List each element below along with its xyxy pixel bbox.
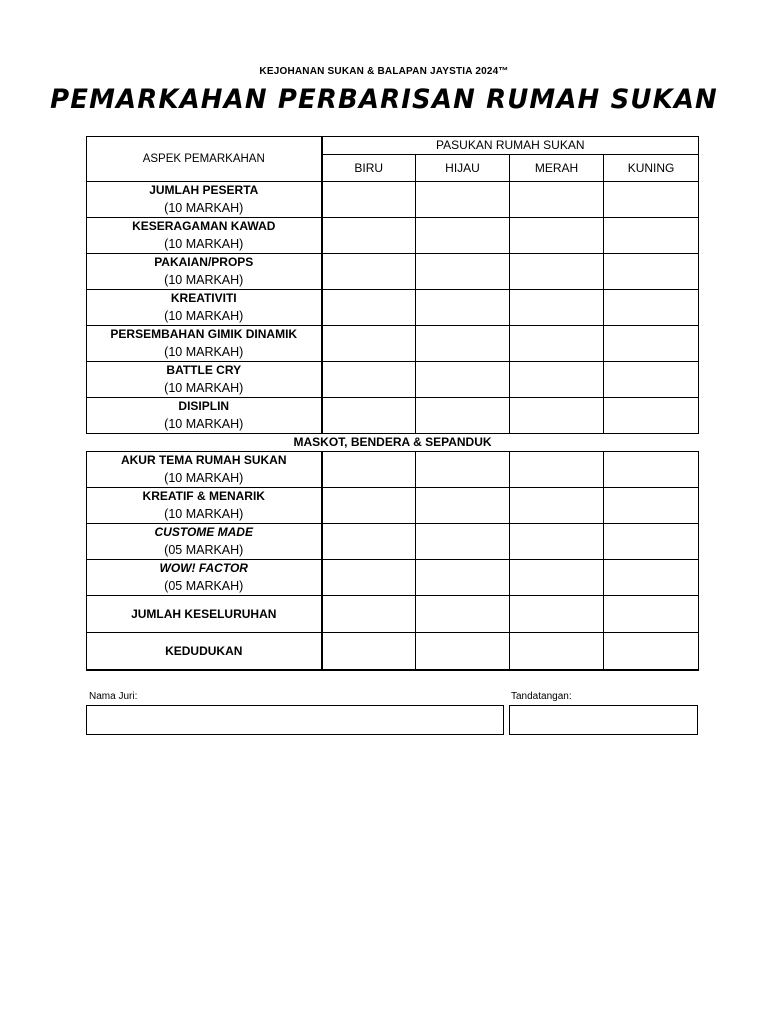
criterion-name: KREATIVITI	[170, 291, 237, 305]
score-cell[interactable]	[322, 182, 416, 218]
judge-name-box	[86, 705, 504, 735]
house-header-biru: BIRU	[322, 155, 416, 182]
aspect-header: ASPEK PEMARKAHAN	[87, 137, 322, 182]
criterion-name: PERSEMBAHAN GIMIK DINAMIK	[110, 327, 298, 341]
score-cell[interactable]	[322, 398, 416, 434]
criterion-name: KREATIF & MENARIK	[142, 489, 265, 503]
score-cell[interactable]	[322, 254, 416, 290]
table-row	[87, 560, 699, 596]
criterion-marks: (10 MARKAH)	[164, 273, 244, 287]
score-cell[interactable]	[510, 182, 604, 218]
score-cell[interactable]	[322, 290, 416, 326]
score-cell[interactable]	[322, 488, 416, 524]
score-cell[interactable]	[510, 596, 604, 633]
score-cell[interactable]	[604, 290, 699, 326]
house-header-kuning: KUNING	[604, 155, 699, 182]
judge-name-field[interactable]	[87, 706, 503, 734]
table-row	[87, 326, 699, 362]
criterion-marks: (10 MARKAH)	[164, 309, 244, 323]
table-row	[87, 218, 699, 254]
criterion-name: CUSTOME MADE	[154, 525, 253, 539]
score-cell[interactable]	[416, 524, 510, 560]
judge-name-label: Nama Juri:	[89, 691, 138, 702]
score-cell[interactable]	[604, 218, 699, 254]
score-cell[interactable]	[416, 398, 510, 434]
criterion-marks: (10 MARKAH)	[164, 201, 244, 215]
score-cell[interactable]	[416, 560, 510, 596]
score-cell[interactable]	[322, 362, 416, 398]
criterion-marks: (10 MARKAH)	[164, 471, 244, 485]
criterion-name: BATTLE CRY	[166, 363, 242, 377]
score-cell[interactable]	[604, 524, 699, 560]
score-cell[interactable]	[604, 326, 699, 362]
house-header-hijau: HIJAU	[416, 155, 510, 182]
score-cell[interactable]	[322, 524, 416, 560]
score-cell[interactable]	[416, 488, 510, 524]
score-cell[interactable]	[416, 362, 510, 398]
score-cell[interactable]	[416, 633, 510, 671]
score-cell[interactable]	[322, 452, 416, 488]
score-cell[interactable]	[322, 218, 416, 254]
criterion-marks: (10 MARKAH)	[164, 417, 244, 431]
criterion-name: AKUR TEMA RUMAH SUKAN	[120, 453, 287, 467]
signature-label: Tandatangan:	[511, 691, 572, 702]
score-cell[interactable]	[322, 633, 416, 671]
score-cell[interactable]	[510, 254, 604, 290]
score-cell[interactable]	[604, 254, 699, 290]
score-cell[interactable]	[510, 560, 604, 596]
score-cell[interactable]	[604, 182, 699, 218]
criterion-name: KESERAGAMAN KAWAD	[132, 219, 276, 233]
score-cell[interactable]	[322, 596, 416, 633]
score-cell[interactable]	[416, 182, 510, 218]
table-row	[87, 452, 699, 488]
score-cell[interactable]	[322, 560, 416, 596]
criterion-name: JUMLAH PESERTA	[149, 183, 259, 197]
total-label: JUMLAH KESELURUHAN	[87, 596, 322, 633]
score-cell[interactable]	[510, 326, 604, 362]
criterion-marks: (10 MARKAH)	[164, 507, 244, 521]
section-header: MASKOT, BENDERA & SEPANDUK	[87, 434, 699, 452]
signature-field[interactable]	[510, 706, 697, 734]
score-cell[interactable]	[510, 218, 604, 254]
table-row	[87, 488, 699, 524]
rank-label: KEDUDUKAN	[87, 633, 322, 671]
scoring-table	[86, 136, 699, 671]
score-cell[interactable]	[510, 290, 604, 326]
score-cell[interactable]	[322, 326, 416, 362]
rank-row	[87, 633, 699, 671]
score-cell[interactable]	[510, 398, 604, 434]
criterion-name: PAKAIAN/PROPS	[154, 255, 254, 269]
score-cell[interactable]	[416, 254, 510, 290]
score-cell[interactable]	[604, 488, 699, 524]
criterion-name: DISIPLIN	[178, 399, 230, 413]
event-title: KEJOHANAN SUKAN & BALAPAN JAYSTIA 2024™	[259, 66, 509, 77]
score-cell[interactable]	[604, 596, 699, 633]
score-cell[interactable]	[416, 218, 510, 254]
table-row	[87, 254, 699, 290]
score-cell[interactable]	[604, 362, 699, 398]
criterion-marks: (10 MARKAH)	[164, 381, 244, 395]
table-row	[87, 362, 699, 398]
score-cell[interactable]	[510, 524, 604, 560]
criterion-marks: (05 MARKAH)	[164, 579, 244, 593]
score-cell[interactable]	[416, 326, 510, 362]
signature-box	[509, 705, 698, 735]
table-row	[87, 182, 699, 218]
criterion-marks: (10 MARKAH)	[164, 345, 244, 359]
criterion-marks: (05 MARKAH)	[164, 543, 244, 557]
score-cell[interactable]	[604, 560, 699, 596]
score-cell[interactable]	[510, 452, 604, 488]
table-row	[87, 290, 699, 326]
table-row	[87, 524, 699, 560]
score-cell[interactable]	[416, 452, 510, 488]
criterion-name: WOW! FACTOR	[159, 561, 248, 575]
score-cell[interactable]	[416, 290, 510, 326]
score-cell[interactable]	[510, 362, 604, 398]
score-cell[interactable]	[510, 488, 604, 524]
total-row	[87, 596, 699, 633]
score-cell[interactable]	[604, 452, 699, 488]
score-cell[interactable]	[604, 398, 699, 434]
score-cell[interactable]	[416, 596, 510, 633]
group-header: PASUKAN RUMAH SUKAN	[322, 137, 699, 155]
table-row	[87, 398, 699, 434]
page-title: PEMARKAHAN PERBARISAN RUMAH SUKAN	[50, 84, 718, 115]
house-header-merah: MERAH	[510, 155, 604, 182]
criterion-marks: (10 MARKAH)	[164, 237, 244, 251]
score-cell[interactable]	[604, 633, 699, 671]
score-cell[interactable]	[510, 633, 604, 671]
